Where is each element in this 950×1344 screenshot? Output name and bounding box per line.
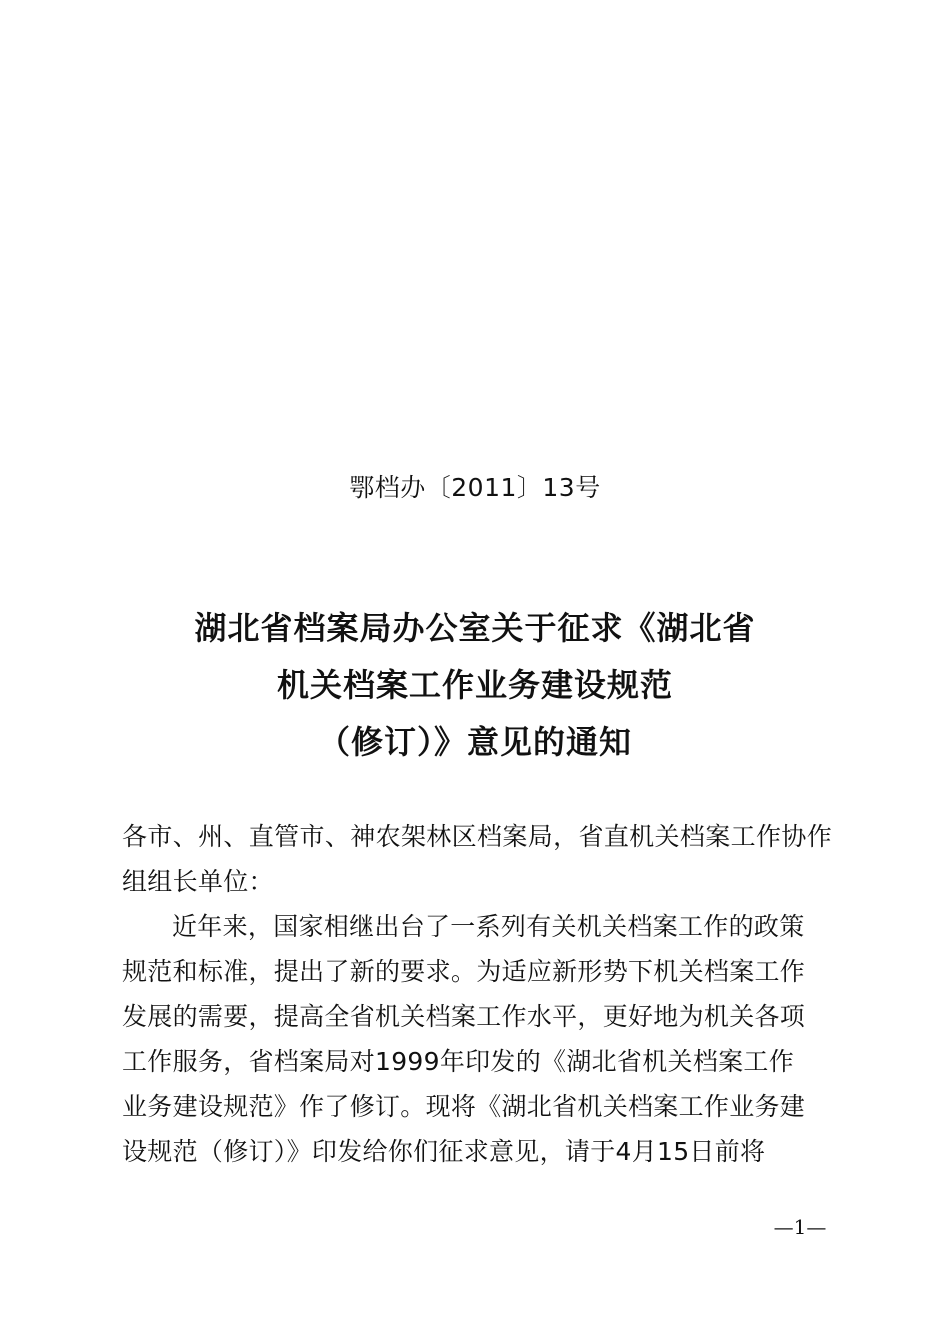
body-line-4: 工作服务，省档案局对1999年印发的《湖北省机关档案工作 bbox=[122, 1047, 795, 1076]
document-title bbox=[0, 600, 950, 771]
page-number: —1— bbox=[773, 1215, 827, 1239]
addressee: 各市、州、直管市、神农架林区档案局，省直机关档案工作协作组组长单位： bbox=[122, 822, 832, 896]
body-line-1: 近年来，国家相继出台了一系列有关机关档案工作的政策 bbox=[172, 912, 805, 941]
title-line-2: 机关档案工作业务建设规范 bbox=[276, 666, 673, 704]
body-line-2: 规范和标准，提出了新的要求。为适应新形势下机关档案工作 bbox=[122, 957, 806, 986]
body-line-6: 设规范（修订）》印发给你们征求意见，请于4月15日前将 bbox=[122, 1137, 766, 1166]
body-line-5: 业务建设规范》作了修订。现将《湖北省机关档案工作业务建 bbox=[122, 1092, 806, 1121]
document-number: 鄂档办〔2011〕13号 bbox=[349, 473, 601, 502]
title-line-3: （修订）》意见的通知 bbox=[317, 723, 632, 761]
body-line-3: 发展的需要，提高全省机关档案工作水平，更好地为机关各项 bbox=[122, 1002, 806, 1031]
title-line-1: 湖北省档案局办公室关于征求《湖北省 bbox=[194, 609, 756, 647]
